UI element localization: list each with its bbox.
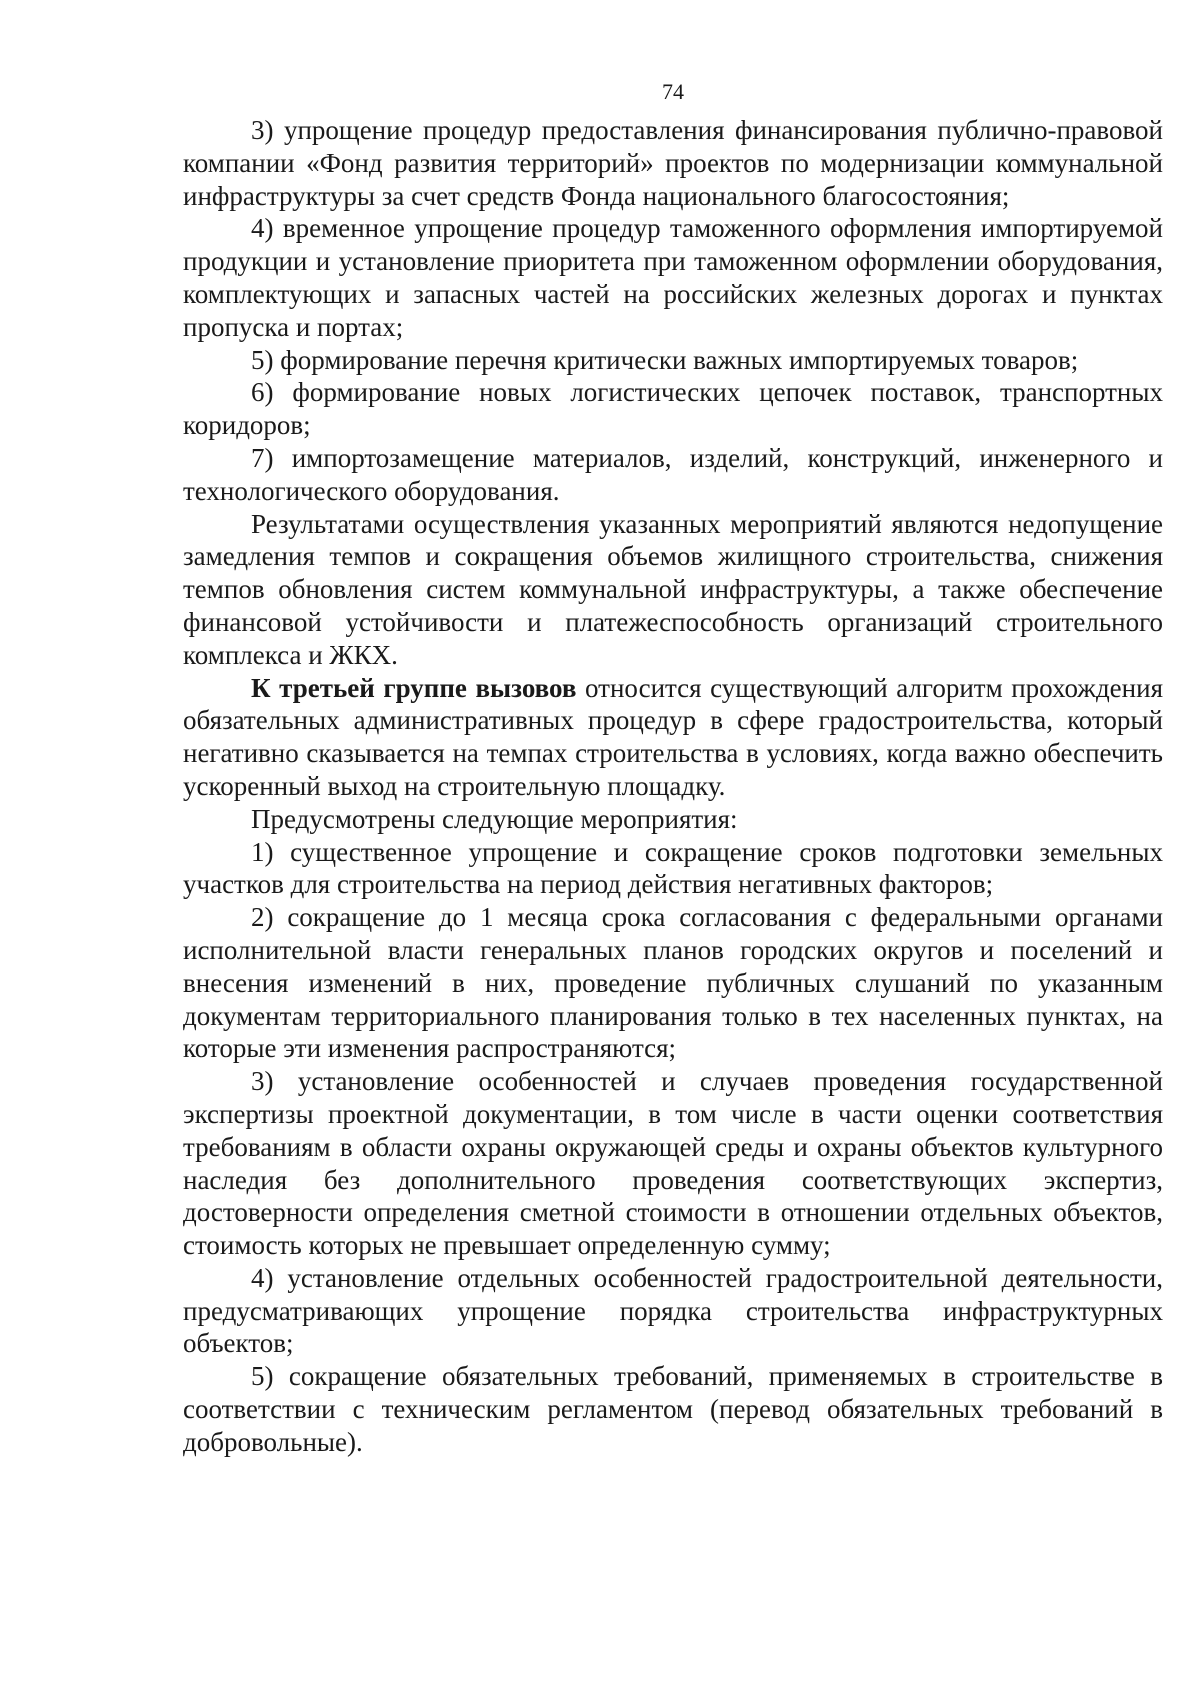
third-group-heading: К третьей группе вызовов [251,672,577,703]
paragraph-item-5: 5) формирование перечня критически важных импортируемых товаров; [251,344,1079,375]
paragraph-results: Результатами осуществления указанных мероприятий являются недопущение замедления темпов и сокращения объемов жилищного строительства, снижения темпов обновления систем коммунальной инфраструктуры, а также обеспечение финансовой устойчивости и платежеспособность организаций строительного комплекса и ЖКХ. [183,508,1163,670]
paragraph-item-3: 3) упрощение процедур предоставления финансирования публично-правовой компании «Фонд развития территорий» проектов по модернизации коммунальной инфраструктуры за счет средств Фонда национального благосостояния; [183,115,1163,211]
document-page [183,70,1163,1459]
paragraph-item-7: 7) импортозамещение материалов, изделий, конструкций, инженерного и технологического оборудования. [183,442,1163,506]
page-number: 74 [662,79,684,104]
third-group-text: относится существующий алгоритм прохождения обязательных административных процедур в сфере градостроительства, который негативно сказывается на темпах строительства в условиях, когда важно обеспечить ускоренный выход на строительную площадку. [183,672,1163,801]
paragraph-measure-3: 3) установление особенностей и случаев проведения государственной экспертизы проектной документации, в том числе в части оценки соответствия требованиям в области охраны окружающей среды и охраны объектов культурного наследия без дополнительного проведения соответствующих экспертиз, достоверности определения сметной стоимости в отношении отдельных объектов, стоимость которых не превышает определенную сумму; [183,1066,1163,1261]
paragraph-measure-4: 4) установление отдельных особенностей градостроительной деятельности, предусматривающих упрощение порядка строительства инфраструктурных объектов; [183,1262,1163,1359]
paragraph-item-6: 6) формирование новых логистических цепочек поставок, транспортных коридоров; [183,377,1163,441]
paragraph-measure-2: 2) сокращение до 1 месяца срока согласования с федеральными органами исполнительной власти генеральных планов городских округов и поселений и внесения изменений в них, проведение публичных слушаний по указанным документам территориального планирования только в тех населенных пунктах, на которые эти изменения распространяются; [183,902,1163,1064]
paragraph-measure-1: 1) существенное упрощение и сокращение сроков подготовки земельных участков для строительства на период действия негативных факторов; [183,836,1163,900]
paragraph-third-group [183,672,1163,803]
paragraph-measures-intro: Предусмотрены следующие мероприятия: [251,803,738,834]
paragraph-measure-5: 5) сокращение обязательных требований, применяемых в строительстве в соответствии с техническим регламентом (перевод обязательных требований в добровольные). [183,1361,1163,1457]
paragraph-item-4: 4) временное упрощение процедур таможенного оформления импортируемой продукции и установление приоритета при таможенном оформлении оборудования, комплектующих и запасных частей на российских железных дорогах и пунктах пропуска и портах; [183,213,1163,342]
